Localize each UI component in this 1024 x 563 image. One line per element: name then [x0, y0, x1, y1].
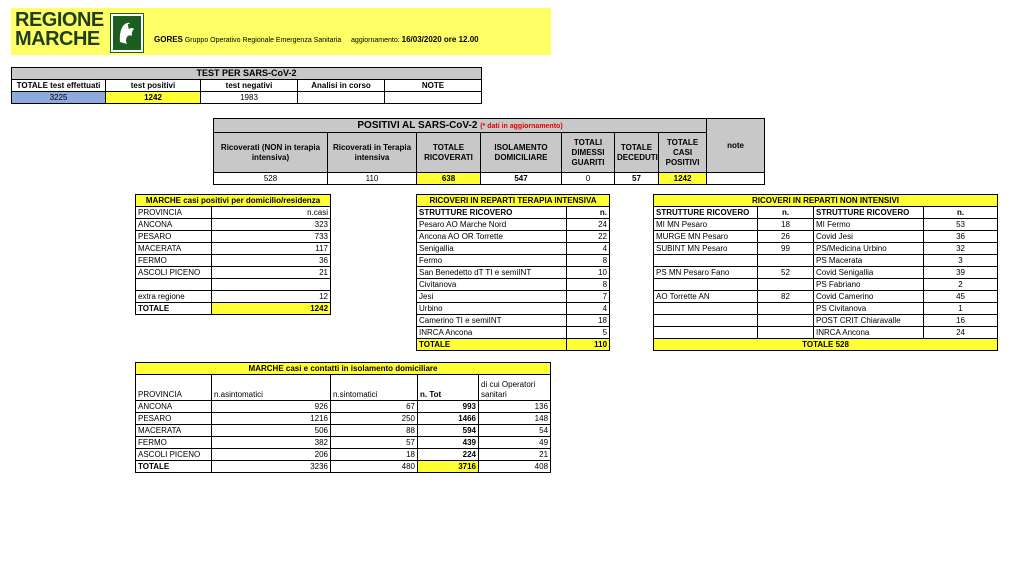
isolation-title: MARCHE casi e contatti in isolamento domiciliare — [136, 363, 551, 375]
nonintensive-structure-a: MI MN Pesaro — [654, 219, 758, 231]
nonintensive-count-b: 24 — [924, 327, 998, 339]
icu-structure: Pesaro AO Marche Nord — [417, 219, 567, 231]
nonintensive-structure-a — [654, 303, 758, 315]
nonintensive-count-a — [758, 303, 814, 315]
positives-header-home-isolation: ISOLAMENTO DOMICILIARE — [481, 133, 562, 173]
isolation-ops: 148 — [479, 413, 551, 425]
isolation-asym: 1216 — [212, 413, 331, 425]
province-cases: 733 — [212, 231, 331, 243]
icu-structure: Camerino TI e semiINT — [417, 315, 567, 327]
isolation-table — [135, 362, 551, 473]
province-row — [136, 291, 331, 303]
nonintensive-structure-a — [654, 255, 758, 267]
nonintensive-count-b: 36 — [924, 231, 998, 243]
isolation-sym: 18 — [331, 449, 418, 461]
tests-value-note — [385, 92, 482, 104]
nonintensive-structure-a — [654, 279, 758, 291]
nonintensive-row — [654, 255, 998, 267]
positives-value-icu: 110 — [328, 173, 417, 185]
isolation-province: ASCOLI PICENO — [136, 449, 212, 461]
tests-value-pending — [298, 92, 385, 104]
province-row — [136, 279, 331, 291]
nonintensive-count-b: 16 — [924, 315, 998, 327]
nonintensive-count-a — [758, 327, 814, 339]
icu-col-structure: STRUTTURE RICOVERO — [417, 207, 567, 219]
tests-header-positive: test positivi — [106, 80, 201, 92]
gores-description: Gruppo Operativo Regionale Emergenza Sanitaria — [184, 37, 342, 44]
icu-total-value: 110 — [567, 339, 610, 351]
nonintensive-structure-a: SUBINT MN Pesaro — [654, 243, 758, 255]
nonintensive-structure-b: Covid Camerino — [814, 291, 924, 303]
icu-count: 24 — [567, 219, 610, 231]
tests-title: TEST PER SARS-CoV-2 — [12, 68, 482, 80]
icu-count: 8 — [567, 255, 610, 267]
positives-value-home-isolation: 547 — [481, 173, 562, 185]
positives-value-hospitalized: 638 — [417, 173, 481, 185]
province-cases — [212, 279, 331, 291]
province-row — [136, 267, 331, 279]
province-total-value: 1242 — [212, 303, 331, 315]
isolation-ops: 21 — [479, 449, 551, 461]
nonintensive-count-b: 39 — [924, 267, 998, 279]
isolation-province: FERMO — [136, 437, 212, 449]
nonintensive-structure-a: PS MN Pesaro Fano — [654, 267, 758, 279]
isolation-sym: 67 — [331, 401, 418, 413]
isolation-total-ops: 408 — [479, 461, 551, 473]
nonintensive-structure-a: MURGE MN Pesaro — [654, 231, 758, 243]
isolation-total-sym: 480 — [331, 461, 418, 473]
positives-value-ward: 528 — [214, 173, 328, 185]
icu-structure: San Benedetto dT TI e semiINT — [417, 267, 567, 279]
nonintensive-structure-a — [654, 315, 758, 327]
nonintensive-structure-b: PS/Medicina Urbino — [814, 243, 924, 255]
nonintensive-structure-b: PS Macerata — [814, 255, 924, 267]
positives-header-total: TOTALE CASI POSITIVI — [659, 133, 707, 173]
isolation-province: PESARO — [136, 413, 212, 425]
icu-count: 7 — [567, 291, 610, 303]
icu-total-label: TOTALE — [417, 339, 567, 351]
province-row — [136, 255, 331, 267]
nonintensive-count-a: 99 — [758, 243, 814, 255]
positives-header-note: note — [707, 119, 765, 173]
icu-count: 10 — [567, 267, 610, 279]
isolation-col-symptomatic: n.sintomatici — [331, 375, 418, 401]
isolation-tot: 993 — [418, 401, 479, 413]
positives-value-deceased: 57 — [615, 173, 659, 185]
province-row — [136, 243, 331, 255]
isolation-tot: 439 — [418, 437, 479, 449]
nonintensive-structure-b: INRCA Ancona — [814, 327, 924, 339]
province-cases: 117 — [212, 243, 331, 255]
tests-header-total: TOTALE test effettuati — [12, 80, 106, 92]
logo-line-2: MARCHE — [15, 28, 100, 50]
icu-count: 4 — [567, 303, 610, 315]
nonintensive-total: TOTALE 528 — [654, 339, 998, 351]
nonintensive-structure-a: AO Torrette AN — [654, 291, 758, 303]
province-cases: 36 — [212, 255, 331, 267]
province-name: FERMO — [136, 255, 212, 267]
tests-table — [11, 67, 482, 104]
nonintensive-row — [654, 243, 998, 255]
nonintensive-count-b: 2 — [924, 279, 998, 291]
nonintensive-row — [654, 267, 998, 279]
isolation-col-health-workers: di cui Operatori sanitari — [479, 375, 551, 401]
icu-structure: Ancona AO OR Torrette — [417, 231, 567, 243]
nonintensive-structure-b: POST CRIT Chiaravalle — [814, 315, 924, 327]
tests-value-negative: 1983 — [201, 92, 298, 104]
isolation-sym: 250 — [331, 413, 418, 425]
icu-table — [416, 194, 610, 351]
isolation-row — [136, 449, 551, 461]
isolation-col-province: PROVINCIA — [136, 375, 212, 401]
icu-row — [417, 279, 610, 291]
nonintensive-row — [654, 315, 998, 327]
nonintensive-row — [654, 219, 998, 231]
nonintensive-row — [654, 303, 998, 315]
icu-count: 4 — [567, 243, 610, 255]
icu-structure: Civitanova — [417, 279, 567, 291]
nonintensive-row — [654, 327, 998, 339]
icu-row — [417, 291, 610, 303]
nonintensive-count-a — [758, 255, 814, 267]
nonintensive-count-b: 32 — [924, 243, 998, 255]
positives-header-deceased: TOTALE DECEDUTI — [615, 133, 659, 173]
positives-header-icu: Ricoverati in Terapia intensiva — [328, 133, 417, 173]
nonintensive-count-a: 82 — [758, 291, 814, 303]
positives-title — [214, 119, 707, 133]
isolation-province: ANCONA — [136, 401, 212, 413]
icu-row — [417, 327, 610, 339]
nonintensive-table — [653, 194, 998, 351]
nonintensive-col-count-a: n. — [758, 207, 814, 219]
isolation-tot: 224 — [418, 449, 479, 461]
isolation-total-tot: 3716 — [418, 461, 479, 473]
isolation-row — [136, 437, 551, 449]
nonintensive-count-a: 18 — [758, 219, 814, 231]
isolation-sym: 88 — [331, 425, 418, 437]
nonintensive-row — [654, 231, 998, 243]
isolation-asym: 206 — [212, 449, 331, 461]
tests-header-negative: test negativi — [201, 80, 298, 92]
icu-row — [417, 303, 610, 315]
province-cases: 21 — [212, 267, 331, 279]
icu-row — [417, 231, 610, 243]
update-value: 16/03/2020 ore 12.00 — [401, 35, 479, 44]
tests-header-pending: Analisi in corso — [298, 80, 385, 92]
nonintensive-col-structure-b: STRUTTURE RICOVERO — [814, 207, 924, 219]
isolation-total-asym: 3236 — [212, 461, 331, 473]
icu-row — [417, 255, 610, 267]
isolation-sym: 57 — [331, 437, 418, 449]
isolation-col-asymptomatic: n.asintomatici — [212, 375, 331, 401]
positives-header-ward: Ricoverati (NON in terapia intensiva) — [214, 133, 328, 173]
province-col-cases: n.casi — [212, 207, 331, 219]
province-name — [136, 279, 212, 291]
isolation-row — [136, 413, 551, 425]
isolation-asym: 382 — [212, 437, 331, 449]
icu-count: 18 — [567, 315, 610, 327]
icu-structure: Fermo — [417, 255, 567, 267]
icu-structure: Jesi — [417, 291, 567, 303]
nonintensive-count-a: 26 — [758, 231, 814, 243]
icu-structure: Senigallia — [417, 243, 567, 255]
header-info — [154, 35, 479, 44]
positives-header-recovered: TOTALI DIMESSI GUARITI — [562, 133, 615, 173]
icu-count: 5 — [567, 327, 610, 339]
positives-value-recovered: 0 — [562, 173, 615, 185]
nonintensive-count-b: 1 — [924, 303, 998, 315]
nonintensive-count-b: 3 — [924, 255, 998, 267]
nonintensive-structure-a — [654, 327, 758, 339]
logo-line-1: REGIONE — [15, 9, 104, 31]
report-header — [11, 8, 551, 55]
positives-title-text: POSITIVI AL SARS-CoV-2 — [357, 119, 478, 131]
icu-row — [417, 267, 610, 279]
icu-title: RICOVERI IN REPARTI TERAPIA INTENSIVA — [417, 195, 610, 207]
nonintensive-structure-b: PS Fabriano — [814, 279, 924, 291]
icu-row — [417, 243, 610, 255]
province-row — [136, 219, 331, 231]
province-name: ASCOLI PICENO — [136, 267, 212, 279]
nonintensive-count-b: 53 — [924, 219, 998, 231]
positives-table — [213, 118, 765, 185]
province-table — [135, 194, 331, 315]
tests-value-positive: 1242 — [106, 92, 201, 104]
nonintensive-structure-b: PS Civitanova — [814, 303, 924, 315]
nonintensive-row — [654, 291, 998, 303]
update-label: aggiornamento: — [351, 37, 400, 44]
nonintensive-count-a — [758, 315, 814, 327]
icu-row — [417, 219, 610, 231]
isolation-tot: 594 — [418, 425, 479, 437]
isolation-row — [136, 425, 551, 437]
icu-col-count: n. — [567, 207, 610, 219]
nonintensive-row — [654, 279, 998, 291]
region-logo-text — [15, 11, 104, 49]
nonintensive-title: RICOVERI IN REPARTI NON INTENSIVI — [654, 195, 998, 207]
nonintensive-structure-b: Covid Jesi — [814, 231, 924, 243]
province-name: extra regione — [136, 291, 212, 303]
nonintensive-count-a: 52 — [758, 267, 814, 279]
isolation-asym: 506 — [212, 425, 331, 437]
isolation-total-label: TOTALE — [136, 461, 212, 473]
icu-row — [417, 315, 610, 327]
nonintensive-count-b: 45 — [924, 291, 998, 303]
province-total-label: TOTALE — [136, 303, 212, 315]
positives-title-note: (* dati in aggiornamento) — [480, 122, 563, 130]
isolation-province: MACERATA — [136, 425, 212, 437]
nonintensive-col-count-b: n. — [924, 207, 998, 219]
province-name: ANCONA — [136, 219, 212, 231]
positives-value-note — [707, 173, 765, 185]
isolation-ops: 136 — [479, 401, 551, 413]
gores-label: GORES — [154, 35, 183, 44]
isolation-asym: 926 — [212, 401, 331, 413]
region-crest-icon — [111, 14, 143, 52]
province-cases: 323 — [212, 219, 331, 231]
nonintensive-col-structure-a: STRUTTURE RICOVERO — [654, 207, 758, 219]
positives-header-hospitalized: TOTALE RICOVERATI — [417, 133, 481, 173]
tests-value-total: 3225 — [12, 92, 106, 104]
isolation-ops: 54 — [479, 425, 551, 437]
nonintensive-structure-b: MI Fermo — [814, 219, 924, 231]
icu-structure: Urbino — [417, 303, 567, 315]
nonintensive-count-a — [758, 279, 814, 291]
positives-value-total: 1242 — [659, 173, 707, 185]
nonintensive-structure-b: Covid Senigallia — [814, 267, 924, 279]
province-title: MARCHE casi positivi per domicilio/residenza — [136, 195, 331, 207]
icu-count: 8 — [567, 279, 610, 291]
province-name: PESARO — [136, 231, 212, 243]
icu-count: 22 — [567, 231, 610, 243]
province-name: MACERATA — [136, 243, 212, 255]
isolation-tot: 1466 — [418, 413, 479, 425]
isolation-ops: 49 — [479, 437, 551, 449]
icu-structure: INRCA Ancona — [417, 327, 567, 339]
tests-header-note: NOTE — [385, 80, 482, 92]
province-cases: 12 — [212, 291, 331, 303]
province-row — [136, 231, 331, 243]
isolation-col-total: n. Tot — [418, 375, 479, 401]
isolation-row — [136, 401, 551, 413]
province-col-name: PROVINCIA — [136, 207, 212, 219]
